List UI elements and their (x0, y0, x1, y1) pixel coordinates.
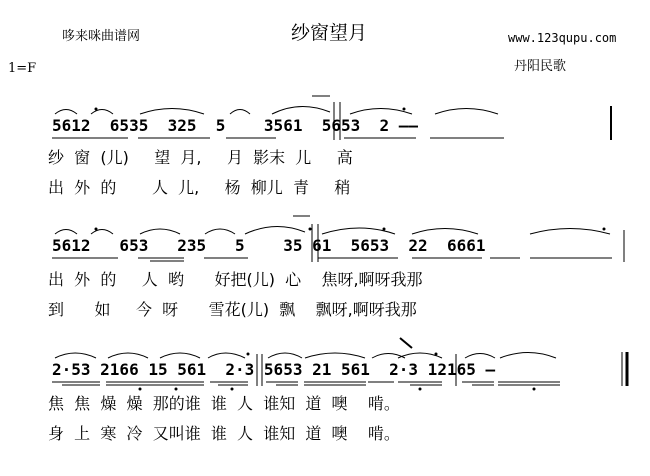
notation-line-3: 2·53 2166 15 561 2·3 5653 21 561 2·3 12165 — (52, 360, 496, 379)
song-origin: 丹阳民歌 (514, 59, 567, 74)
source-site-name: 哆来咪曲谱网 (62, 29, 141, 44)
key-signature: 1=F (8, 61, 37, 76)
website-url: www.123qupu.com (508, 31, 617, 45)
lyrics-line-3-verse-2: 身 上 寒 冷 又叫谁 谁 人 谁知 道 噢 啃。 (48, 424, 400, 443)
notation-line-1: 5612 6535 325 5 3561 5653 2 —— (52, 116, 419, 135)
lyrics-line-2-verse-2: 到 如 今 呀 雪花(儿) 飘 飘呀,啊呀我那 (48, 300, 417, 319)
lyrics-line-1-verse-1: 纱 窗 (儿) 望 月, 月 影末 儿 高 (48, 148, 353, 167)
lyrics-line-3-verse-1: 焦 焦 燥 燥 那的谁 谁 人 谁知 道 噢 啃。 (48, 394, 400, 413)
song-title: 纱窗望月 (291, 22, 368, 44)
lyrics-line-2-verse-1: 出 外 的 人 哟 好把(儿) 心 焦呀,啊呀我那 (48, 270, 423, 289)
lyrics-line-1-verse-2: 出 外 的 人 儿, 杨 柳儿 青 稍 (48, 178, 351, 197)
notation-line-2: 5612 653 235 5 35 61 5653 22 6661 (52, 236, 486, 255)
